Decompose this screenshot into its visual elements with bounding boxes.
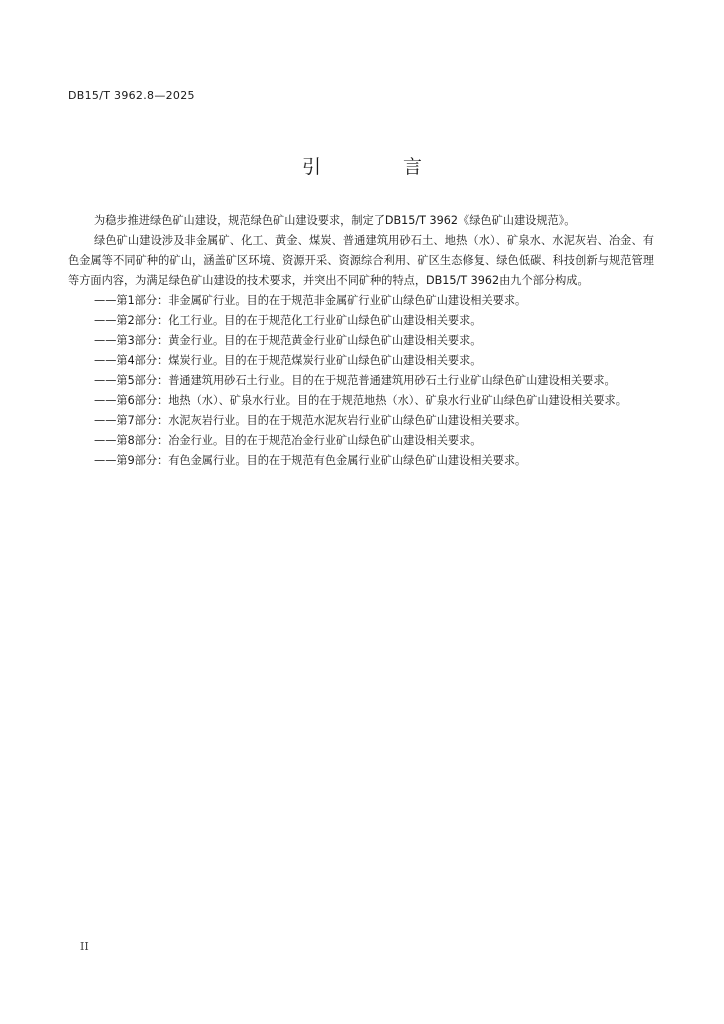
- scope-paragraph: 绿色矿山建设涉及非金属矿、化工、黄金、煤炭、普通建筑用砂石土、地热（水）、矿泉水、水泥灰岩、冶金、有色金属等不同矿种的矿山，涵盖矿区环境、资源开采、资源综合利用、矿区生态修复、绿色低碳、科技创新与规范管理等方面内容，为满足绿色矿山建设的技术要求，并突出不同矿种的特点，DB15/T 3962由九个部分构成。: [68, 234, 654, 287]
- foreword-body: [68, 211, 654, 471]
- list-item: ——第1部分：非金属矿行业。目的在于规范非金属矿行业矿山绿色矿山建设相关要求。: [94, 294, 527, 307]
- list-item: ——第7部分：水泥灰岩行业。目的在于规范水泥灰岩行业矿山绿色矿山建设相关要求。: [94, 414, 527, 427]
- list-item: ——第6部分：地热（水）、矿泉水行业。目的在于规范地热（水）、矿泉水行业矿山绿色矿山建设相关要求。: [94, 394, 627, 407]
- list-item: ——第3部分：黄金行业。目的在于规范黄金行业矿山绿色矿山建设相关要求。: [94, 334, 482, 347]
- list-item: ——第9部分：有色金属行业。目的在于规范有色金属行业矿山绿色矿山建设相关要求。: [94, 454, 527, 467]
- parts-list: [68, 291, 654, 471]
- document-code: DB15/T 3962.8—2025: [68, 89, 195, 102]
- page-number: II: [80, 940, 89, 953]
- list-item: ——第8部分：冶金行业。目的在于规范冶金行业矿山绿色矿山建设相关要求。: [94, 434, 482, 447]
- section-title: 引 言: [301, 156, 461, 178]
- list-item: ——第4部分：煤炭行业。目的在于规范煤炭行业矿山绿色矿山建设相关要求。: [94, 354, 482, 367]
- list-item: ——第2部分：化工行业。目的在于规范化工行业矿山绿色矿山建设相关要求。: [94, 314, 482, 327]
- list-item: ——第5部分：普通建筑用砂石土行业。目的在于规范普通建筑用砂石土行业矿山绿色矿山建设相关要求。: [94, 374, 616, 387]
- intro-paragraph: 为稳步推进绿色矿山建设，规范绿色矿山建设要求，制定了DB15/T 3962《绿色矿山建设规范》。: [94, 214, 576, 227]
